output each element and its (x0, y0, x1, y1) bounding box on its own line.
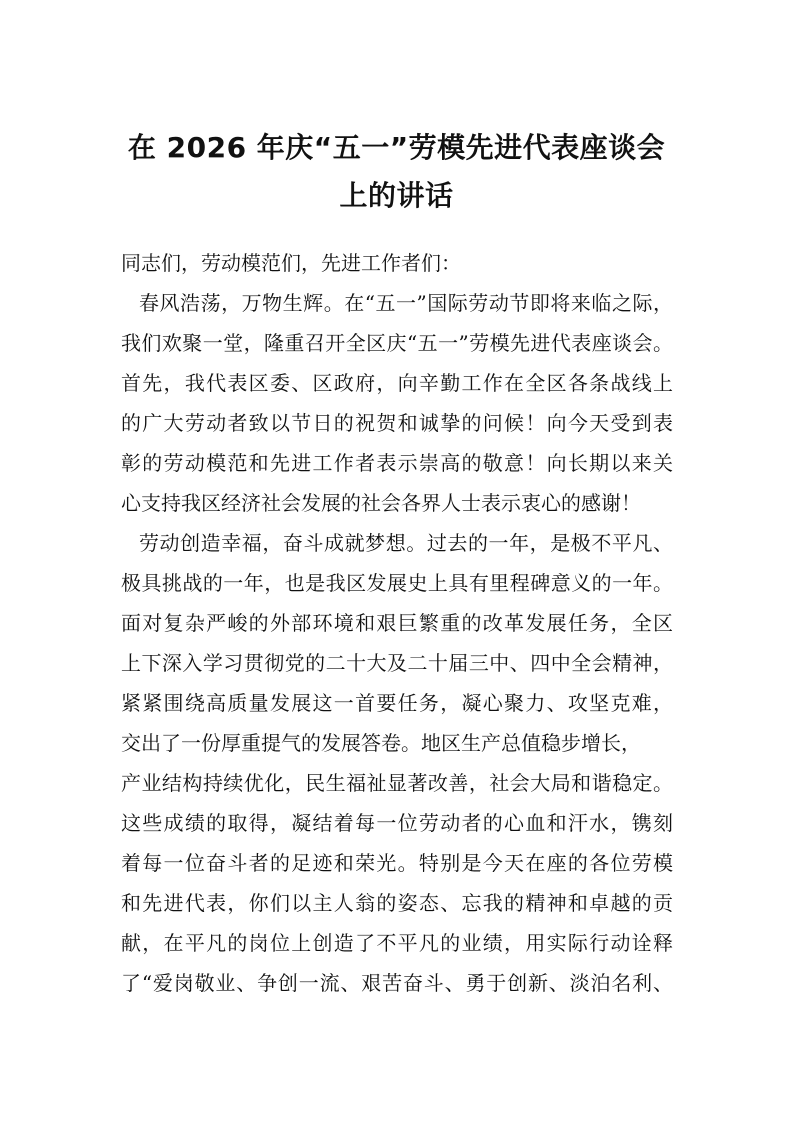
body-line: 春风浩荡，万物生辉。在“五一”国际劳动节即将来临之际， (139, 291, 673, 315)
body-line: 献，在平凡的岗位上创造了不平凡的业绩，用实际行动诠释 (121, 931, 673, 955)
body-line: 这些成绩的取得，凝结着每一位劳动者的心血和汗水，镌刻 (121, 811, 673, 835)
body-line: 极具挑战的一年，也是我区发展史上具有里程碑意义的一年。 (121, 571, 673, 595)
body-line: 劳动创造幸福，奋斗成就梦想。过去的一年，是极不平凡、 (139, 531, 673, 555)
document-title-line-2: 上的讲话 (339, 179, 454, 212)
salutation: 同志们，劳动模范们，先进工作者们： (121, 251, 461, 275)
body-line: 彰的劳动模范和先进工作者表示崇高的敬意！向长期以来关 (121, 451, 673, 475)
document-title-line-1: 在 2026 年庆“五一”劳模先进代表座谈会 (127, 131, 666, 164)
body-line: 的广大劳动者致以节日的祝贺和诚挚的问候！向今天受到表 (121, 411, 673, 435)
body-line: 产业结构持续优化，民生福祉显著改善，社会大局和谐稳定。 (121, 771, 673, 795)
body-line: 面对复杂严峻的外部环境和艰巨繁重的改革发展任务，全区 (121, 611, 673, 635)
body-line: 和先进代表，你们以主人翁的姿态、忘我的精神和卓越的贡 (121, 891, 673, 915)
body-line: 我们欢聚一堂，隆重召开全区庆“五一”劳模先进代表座谈会。 (121, 331, 673, 355)
body-line: 着每一位奋斗者的足迹和荣光。特别是今天在座的各位劳模 (121, 851, 673, 875)
speech-body (121, 248, 673, 1008)
body-line: 上下深入学习贯彻党的二十大及二十届三中、四中全会精神， (121, 651, 673, 675)
body-line: 紧紧围绕高质量发展这一首要任务，凝心聚力、攻坚克难， (121, 691, 673, 715)
body-line: 交出了一份厚重提气的发展答卷。地区生产总值稳步增长， (121, 731, 641, 755)
body-line: 首先，我代表区委、区政府，向辛勤工作在全区各条战线上 (121, 371, 673, 395)
body-line: 心支持我区经济社会发展的社会各界人士表示衷心的感谢！ (121, 491, 641, 515)
body-line: 了“爱岗敬业、争创一流、艰苦奋斗、勇于创新、淡泊名利、 (121, 971, 673, 995)
